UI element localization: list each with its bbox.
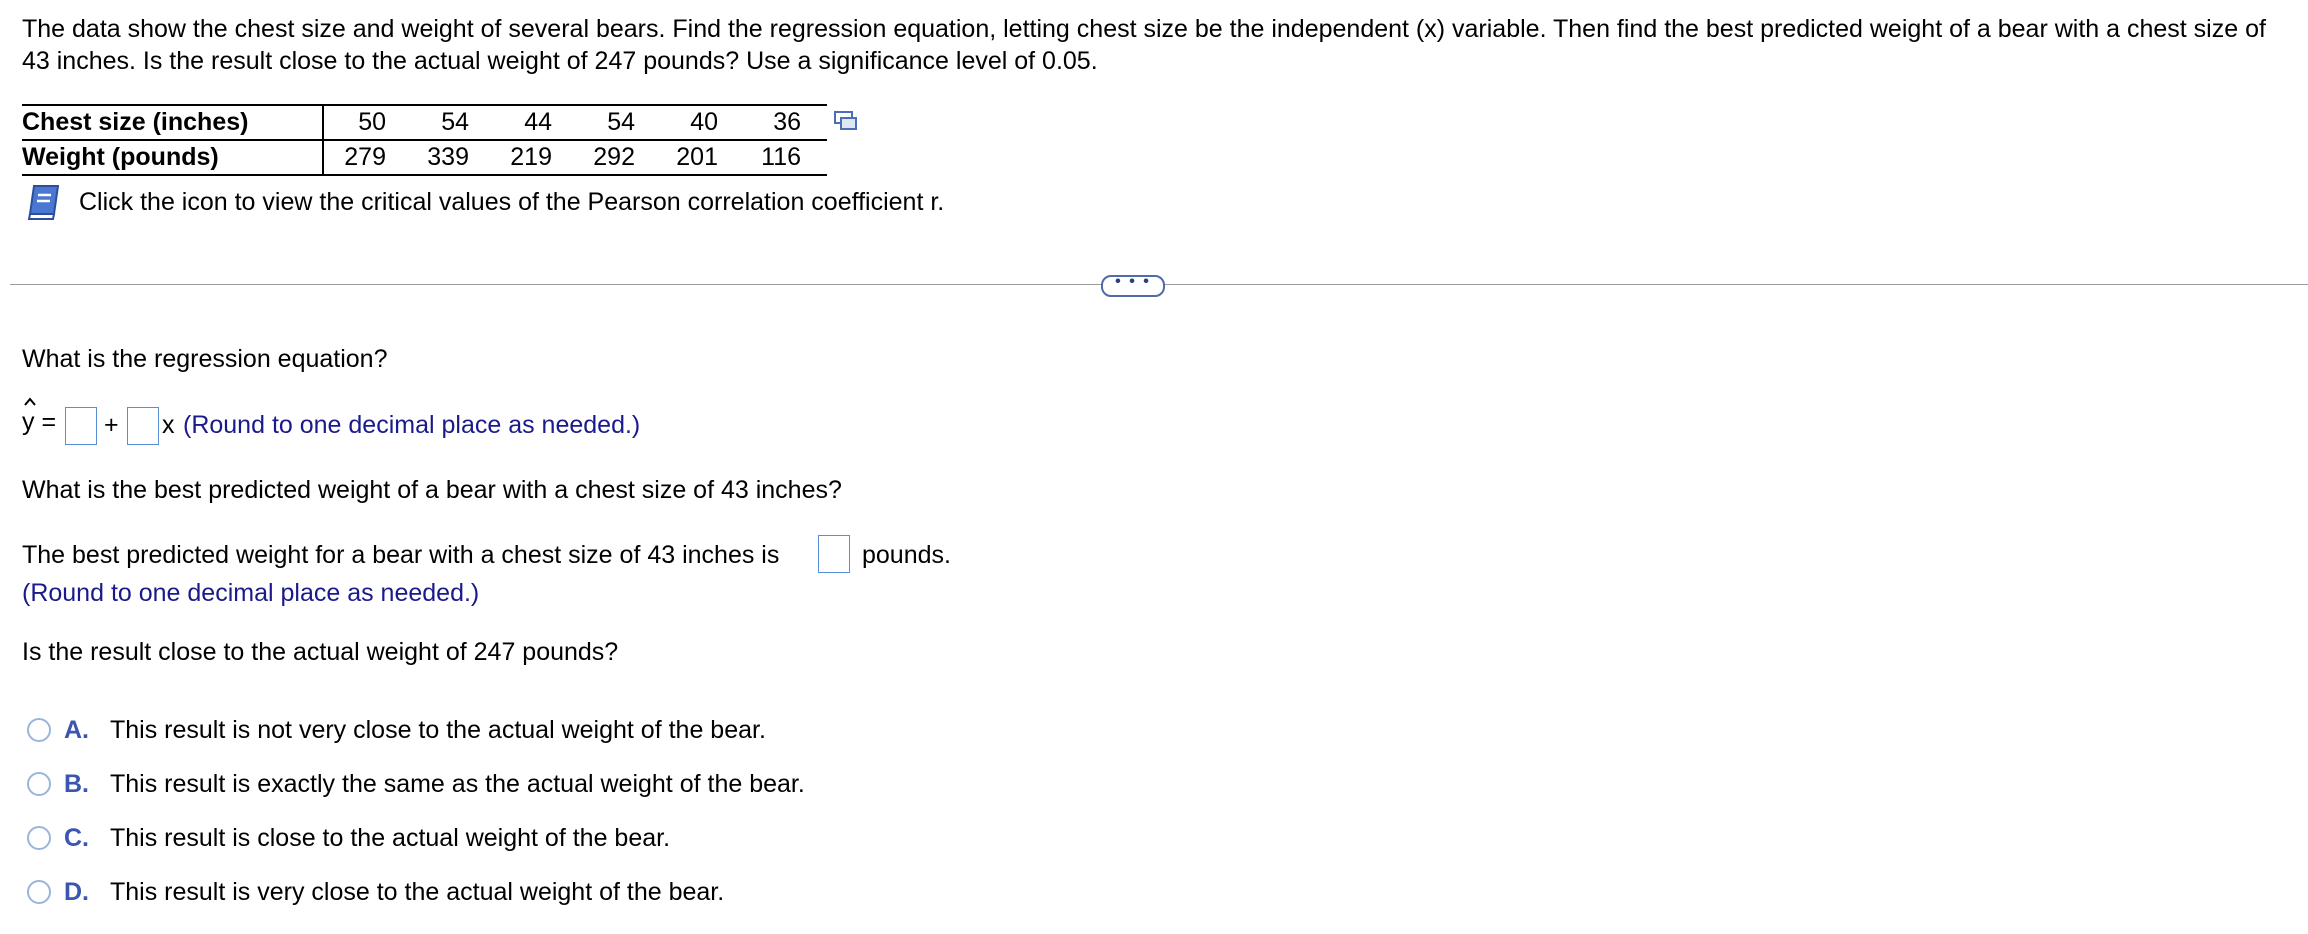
hat-icon [23,396,37,406]
option-text: This result is very close to the actual weight of the bear. [110,878,725,906]
option-letter: A. [64,716,89,744]
copy-data-icon[interactable] [834,111,858,131]
radio-b[interactable] [27,772,51,796]
row-header: Chest size (inches) [22,105,323,140]
slope-input[interactable] [127,407,159,445]
table-cell: 339 [386,140,469,175]
question-regression: What is the regression equation? [22,345,388,373]
table-cell: 54 [386,105,469,140]
option-text: This result is not very close to the actual weight of the bear. [110,716,766,744]
table-cell: 292 [552,140,635,175]
option-letter: C. [64,824,89,852]
question-closeness: Is the result close to the actual weight of 247 pounds? [22,638,619,666]
predicted-weight-input[interactable] [818,535,850,573]
table-cell: 219 [469,140,552,175]
radio-a[interactable] [27,718,51,742]
book-icon[interactable] [24,182,64,222]
option-text: This result is exactly the same as the actual weight of the bear. [110,770,805,798]
table-cell: 116 [718,140,801,175]
row-header: Weight (pounds) [22,140,323,175]
question-prediction: What is the best predicted weight of a bear with a chest size of 43 inches? [22,476,842,504]
radio-c[interactable] [27,826,51,850]
plus-sign: + [104,411,119,439]
intercept-input[interactable] [65,407,97,445]
table-cell: 40 [635,105,718,140]
table-row-weight [22,140,827,175]
table-cell: 44 [469,105,552,140]
table-cell: 279 [323,140,386,175]
table-row-chest [22,105,827,140]
prediction-sentence: The best predicted weight for a bear with a chest size of 43 inches is [22,541,780,569]
problem-statement: The data show the chest size and weight of several bears. Find the regression equation, letting chest size be the independent (x) variable. Then find the best predicted weight of a bear with a chest size of 43 inches. Is the result close to the actual weight of 247 pounds? Use a significance level of 0.05. [22,15,2266,75]
more-button[interactable]: • • • [1101,275,1165,297]
y-hat-label: y = [22,408,57,436]
option-letter: B. [64,770,89,798]
x-label: x [162,411,175,439]
round-hint-1: (Round to one decimal place as needed.) [183,411,641,439]
table-spacer [801,105,827,140]
pounds-label: pounds. [862,541,951,569]
table-cell: 201 [635,140,718,175]
table-spacer [801,140,827,175]
option-letter: D. [64,878,89,906]
option-text: This result is close to the actual weight of the bear. [110,824,671,852]
table-cell: 54 [552,105,635,140]
data-table [22,104,827,176]
table-cell: 36 [718,105,801,140]
critical-values-link[interactable]: Click the icon to view the critical values of the Pearson correlation coefficient r. [79,188,945,216]
round-hint-2: (Round to one decimal place as needed.) [22,579,480,607]
table-cell: 50 [323,105,386,140]
radio-d[interactable] [27,880,51,904]
